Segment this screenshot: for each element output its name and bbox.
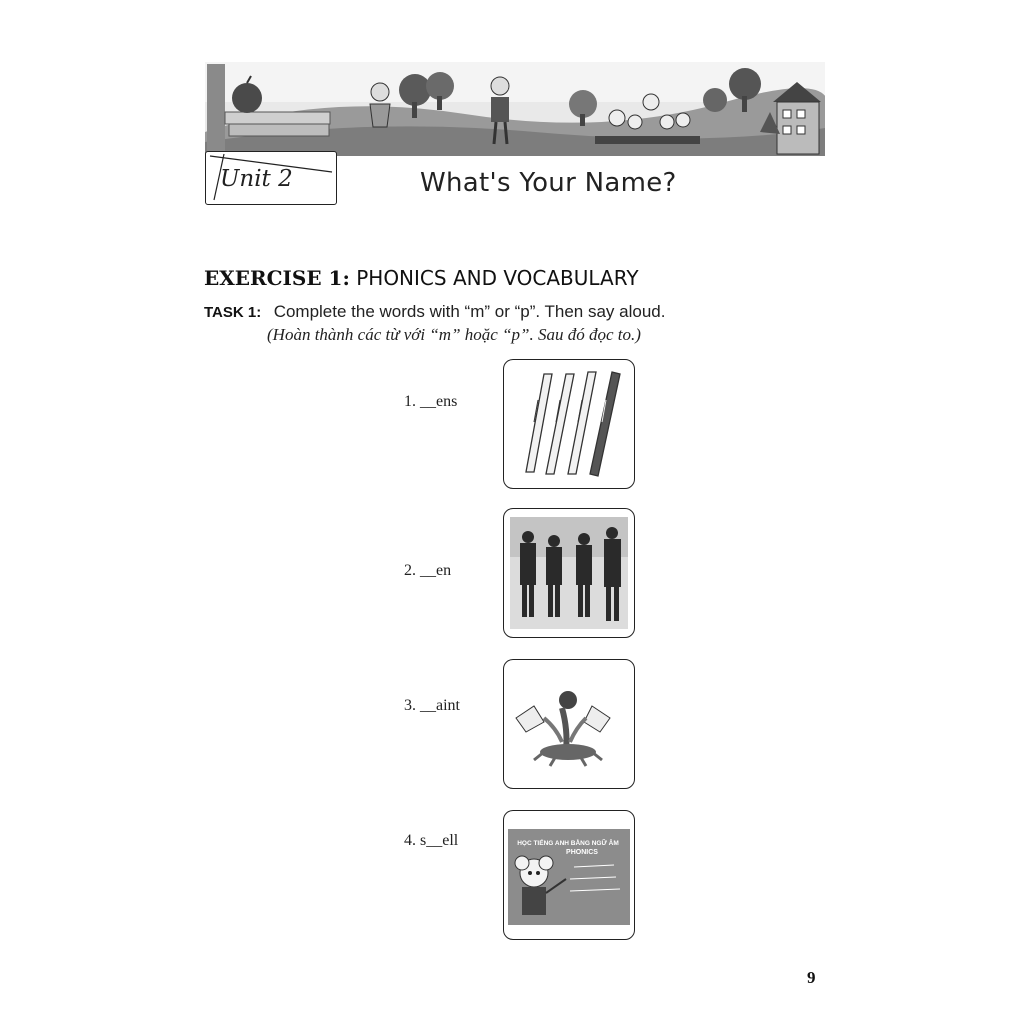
item-3-label: 3. __aint [404, 697, 460, 714]
unit-title: What's Your Name? [420, 168, 677, 198]
task-instruction: Complete the words with “m” or “p”. Then say aloud. [273, 302, 666, 321]
unit-label-box [205, 151, 337, 205]
item-4-label: 4. s__ell [404, 832, 459, 849]
page-number: 9 [807, 968, 816, 987]
pens-picture [503, 359, 635, 489]
spell-picture [503, 810, 635, 940]
exercise-heading [204, 266, 639, 290]
paint-picture [503, 659, 635, 789]
item-1-label: 1. __ens [404, 393, 458, 410]
board-line-2: PHONICS [566, 849, 598, 856]
board-line-1: HỌC TIẾNG ANH BẰNG NGỮ ÂM [517, 840, 619, 847]
unit-label: Unit 2 [220, 166, 293, 192]
task-label: TASK 1: [204, 304, 262, 321]
exercise-title: PHONICS AND VOCABULARY [356, 266, 639, 290]
item-2-label: 2. __en [404, 562, 452, 579]
exercise-number: EXERCISE 1: [204, 266, 350, 290]
men-picture [503, 508, 635, 638]
task-translation: (Hoàn thành các từ với “m” hoặc “p”. Sau đó đọc to.) [267, 325, 641, 344]
unit-banner-illustration [205, 62, 825, 156]
task-instruction-line [204, 302, 665, 322]
